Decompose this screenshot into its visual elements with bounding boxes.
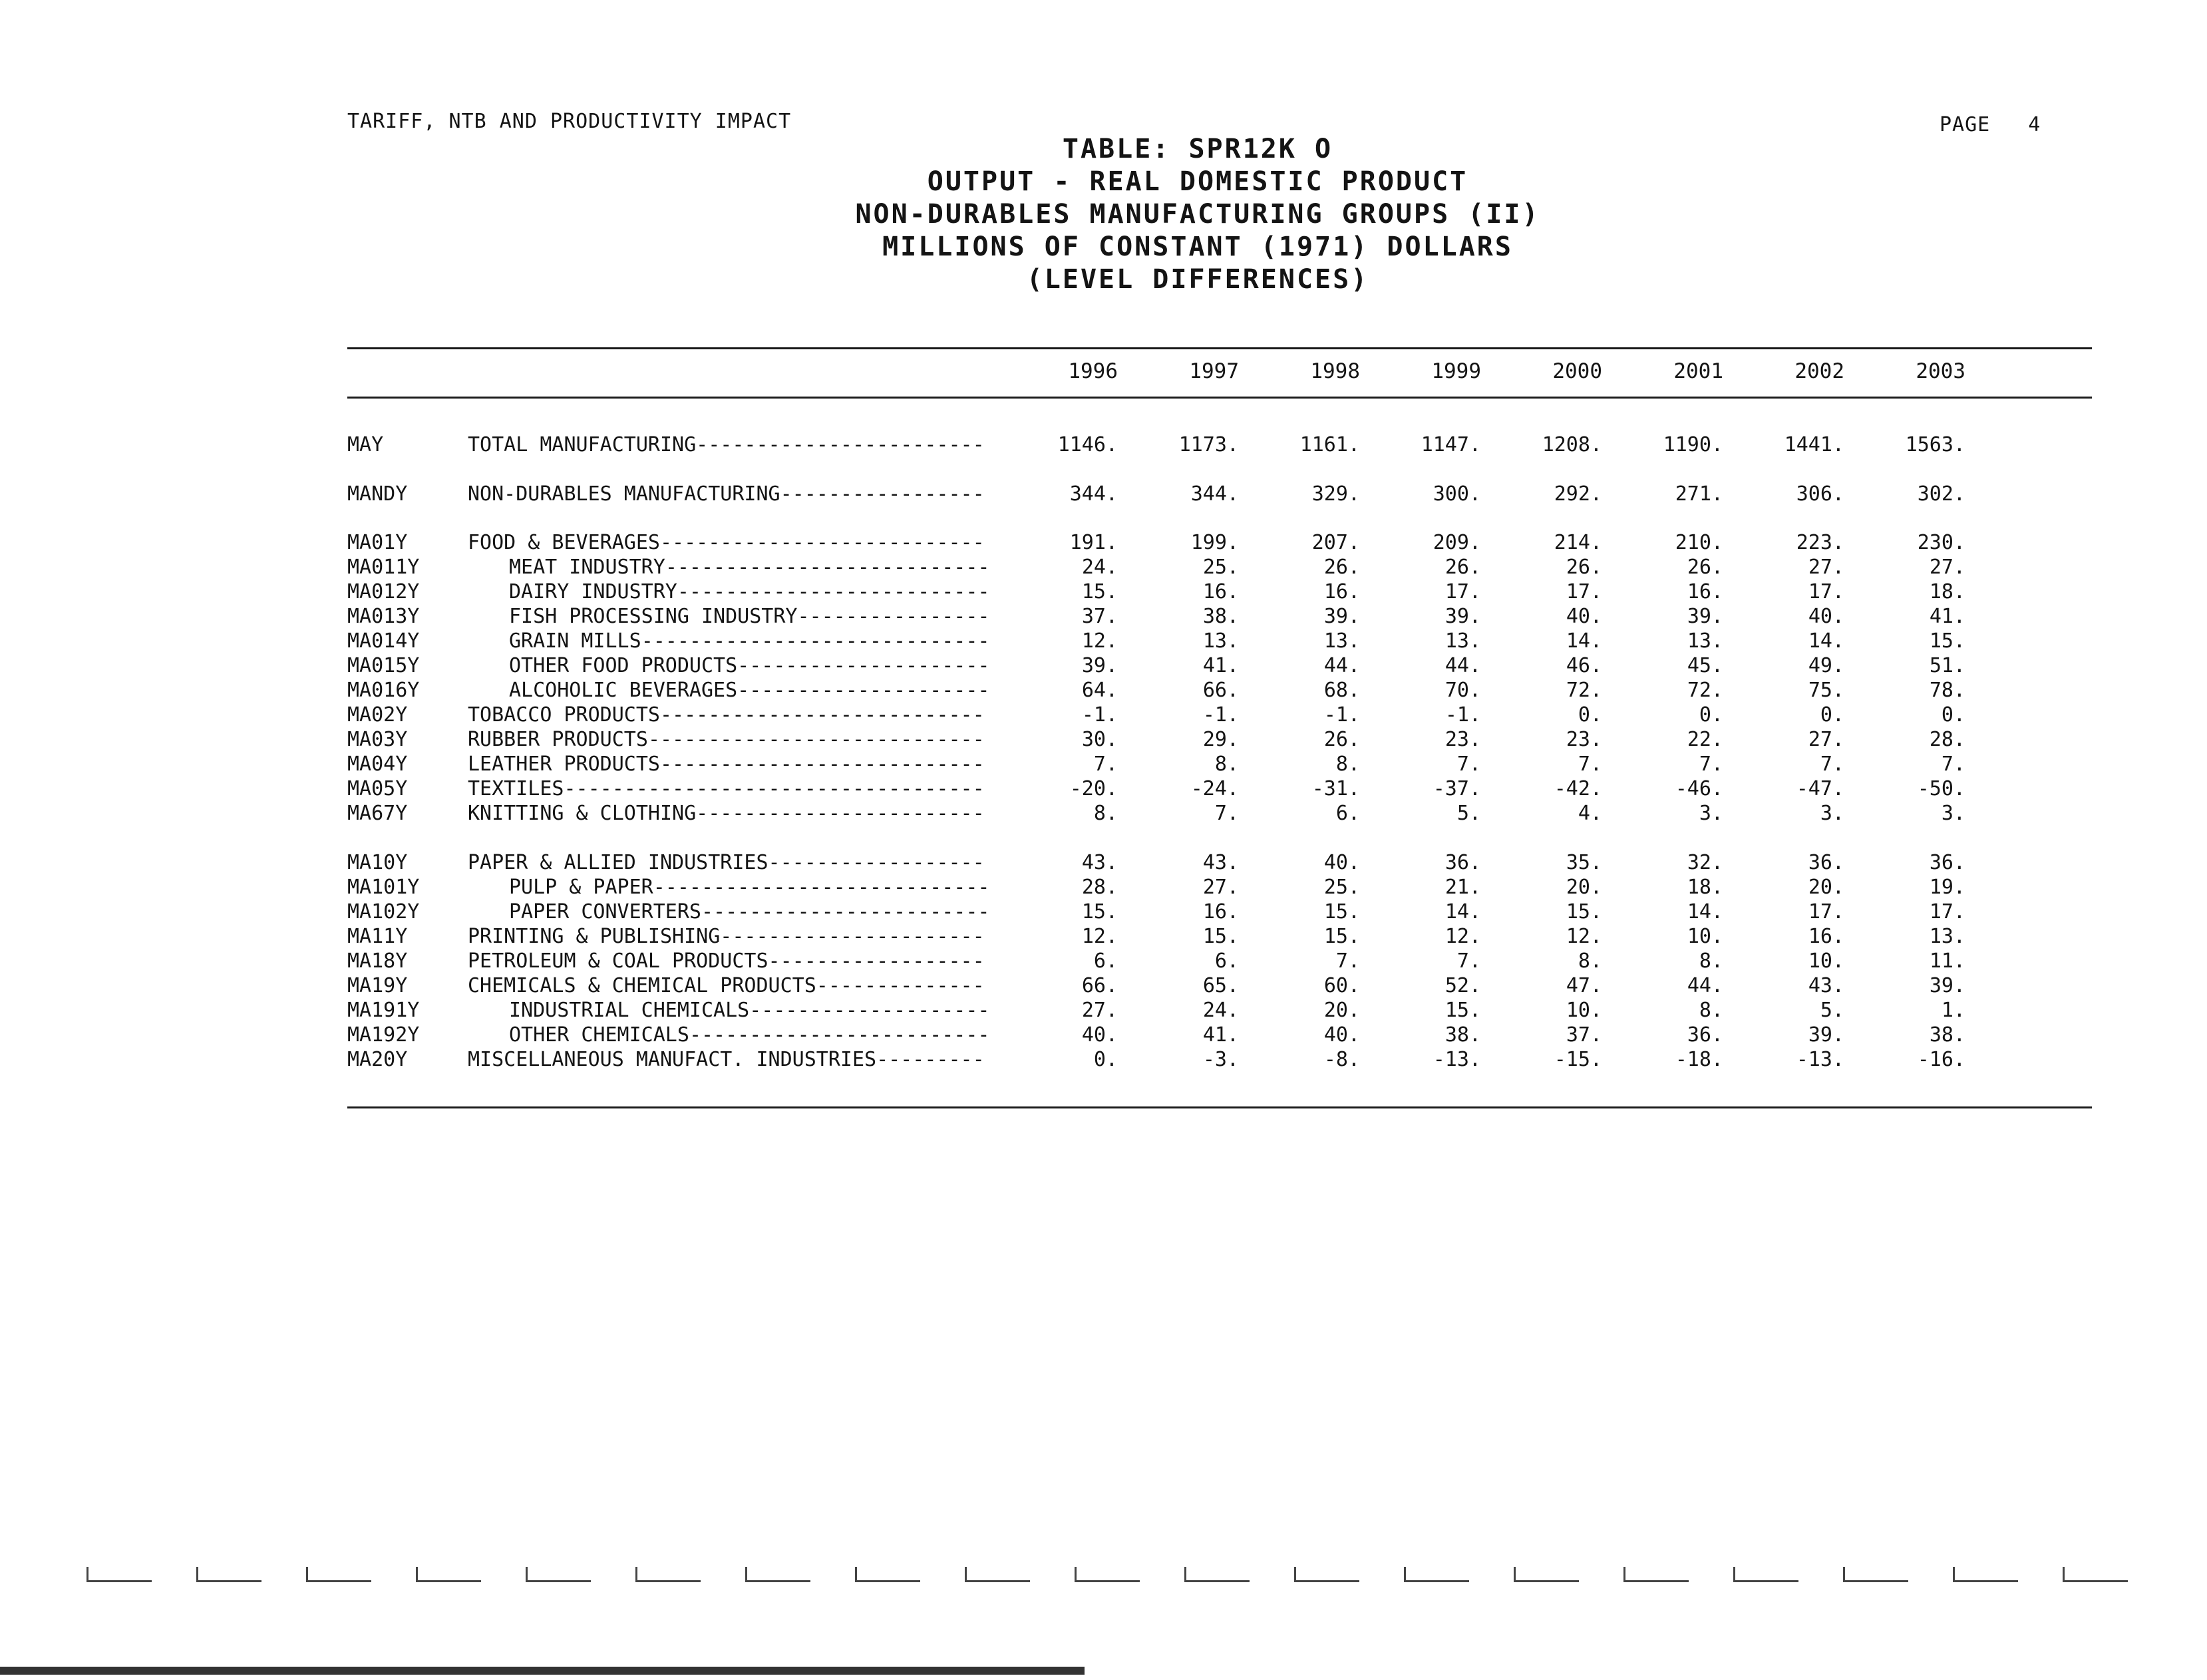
table-row — [0, 654, 2207, 678]
row-label: PAPER & ALLIED INDUSTRIES ----- — [468, 851, 987, 874]
cell-value: 199. — [1190, 531, 1239, 554]
bottom-rule — [347, 1106, 2092, 1108]
cell-value: -24. — [1190, 777, 1239, 800]
cell-value: -37. — [1433, 777, 1481, 800]
row-label: TOTAL MANUFACTURING ----- — [468, 433, 987, 456]
perforation-mark — [1953, 1567, 2018, 1582]
cell-value: 41. — [1929, 605, 1965, 628]
table-subtitle-4: (LEVEL DIFFERENCES) — [1026, 264, 1369, 295]
cell-value: 14. — [1566, 629, 1602, 653]
cell-value: 43. — [1808, 974, 1844, 997]
cell-value: -1. — [1202, 703, 1239, 727]
row-code: MAY — [347, 433, 384, 456]
table-row — [0, 433, 2207, 457]
row-code: MA67Y — [347, 802, 408, 825]
row-label: MISCELLANEOUS MANUFACT. INDUSTRIES ----- — [468, 1048, 987, 1071]
cell-value: 7. — [1578, 753, 1602, 776]
cell-value: 17. — [1808, 900, 1844, 924]
perforation-mark — [1843, 1567, 1908, 1582]
cell-value: 3. — [1820, 802, 1844, 825]
perforation-mark — [1404, 1567, 1469, 1582]
row-label: OTHER FOOD PRODUCTS ----- — [509, 654, 987, 677]
cell-value: 8. — [1335, 753, 1360, 776]
table-row — [0, 900, 2207, 924]
cell-value: 7. — [1214, 802, 1239, 825]
cell-value: 7. — [1456, 949, 1481, 973]
cell-value: 210. — [1675, 531, 1723, 554]
row-code: MANDY — [347, 482, 408, 506]
cell-value: 39. — [1808, 1023, 1844, 1047]
row-code: MA011Y — [347, 556, 420, 579]
cell-value: 39. — [1444, 605, 1481, 628]
table-row — [0, 531, 2207, 555]
row-code: MA101Y — [347, 876, 420, 899]
cell-value: 292. — [1554, 482, 1602, 506]
cell-value: 27. — [1808, 728, 1844, 751]
cell-value: -50. — [1917, 777, 1965, 800]
cell-value: 39. — [1929, 974, 1965, 997]
table-row — [0, 580, 2207, 604]
cell-value: 24. — [1202, 999, 1239, 1022]
table-row — [0, 728, 2207, 752]
row-label: ALCOHOLIC BEVERAGES ----- — [509, 679, 987, 702]
perforation-mark — [1514, 1567, 1579, 1582]
row-label: PAPER CONVERTERS ----- — [509, 900, 987, 924]
table-title-block — [665, 133, 1730, 296]
cell-value: 8. — [1578, 949, 1602, 973]
row-label: DAIRY INDUSTRY ----- — [509, 580, 987, 603]
cell-value: 1146. — [1057, 433, 1118, 456]
perforation-mark — [2063, 1567, 2128, 1582]
cell-value: 13. — [1323, 629, 1360, 653]
cell-value: 1161. — [1299, 433, 1360, 456]
row-code: MA11Y — [347, 925, 408, 948]
perforation-mark — [86, 1567, 152, 1582]
cell-value: 8. — [1699, 999, 1723, 1022]
cell-value: 45. — [1687, 654, 1723, 677]
row-label: CHEMICALS & CHEMICAL PRODUCTS ----- — [468, 974, 987, 997]
cell-value: 15. — [1323, 925, 1360, 948]
table-subtitle-3: MILLIONS OF CONSTANT (1971) DOLLARS — [882, 232, 1513, 262]
cell-value: -1. — [1081, 703, 1118, 727]
row-code: MA191Y — [347, 999, 420, 1022]
cell-value: -20. — [1069, 777, 1118, 800]
cell-value: 40. — [1566, 605, 1602, 628]
cell-value: 191. — [1069, 531, 1118, 554]
cell-value: 32. — [1687, 851, 1723, 874]
perforation-mark — [635, 1567, 701, 1582]
cell-value: 66. — [1202, 679, 1239, 702]
row-label: NON-DURABLES MANUFACTURING ----- — [468, 482, 987, 506]
cell-value: 38. — [1444, 1023, 1481, 1047]
report-header-left: TARIFF, NTB AND PRODUCTIVITY IMPACT — [347, 110, 792, 133]
cell-value: 43. — [1202, 851, 1239, 874]
cell-value: -13. — [1796, 1048, 1844, 1071]
year-header: 1996 — [1068, 359, 1118, 383]
table-row — [0, 949, 2207, 973]
cell-value: 17. — [1929, 900, 1965, 924]
cell-value: 0. — [1941, 703, 1965, 727]
cell-value: 10. — [1808, 949, 1844, 973]
cell-value: 21. — [1444, 876, 1481, 899]
cell-value: 40. — [1081, 1023, 1118, 1047]
cell-value: 214. — [1554, 531, 1602, 554]
cell-value: 43. — [1081, 851, 1118, 874]
cell-value: 39. — [1081, 654, 1118, 677]
cell-value: 302. — [1917, 482, 1965, 506]
cell-value: 344. — [1190, 482, 1239, 506]
perforation-mark — [1075, 1567, 1140, 1582]
cell-value: 11. — [1929, 949, 1965, 973]
cell-value: 40. — [1323, 851, 1360, 874]
cell-value: -1. — [1323, 703, 1360, 727]
row-code: MA012Y — [347, 580, 420, 603]
year-header: 2002 — [1794, 359, 1844, 383]
cell-value: 13. — [1202, 629, 1239, 653]
cell-value: -18. — [1675, 1048, 1723, 1071]
cell-value: 78. — [1929, 679, 1965, 702]
table-row — [0, 925, 2207, 949]
cell-value: 20. — [1323, 999, 1360, 1022]
cell-value: 44. — [1323, 654, 1360, 677]
cell-value: 0. — [1820, 703, 1844, 727]
cell-value: 13. — [1444, 629, 1481, 653]
cell-value: 29. — [1202, 728, 1239, 751]
cell-value: 271. — [1675, 482, 1723, 506]
cell-value: 18. — [1929, 580, 1965, 603]
cell-value: 3. — [1699, 802, 1723, 825]
cell-value: 15. — [1202, 925, 1239, 948]
row-code: MA10Y — [347, 851, 408, 874]
cell-value: 12. — [1081, 629, 1118, 653]
cell-value: 38. — [1202, 605, 1239, 628]
perforation-mark — [526, 1567, 591, 1582]
row-label: PETROLEUM & COAL PRODUCTS ----- — [468, 949, 987, 973]
year-header: 1999 — [1431, 359, 1481, 383]
cell-value: 65. — [1202, 974, 1239, 997]
row-code: MA20Y — [347, 1048, 408, 1071]
cell-value: 300. — [1433, 482, 1481, 506]
row-label: OTHER CHEMICALS ----- — [509, 1023, 987, 1047]
table-subtitle-1: OUTPUT - REAL DOMESTIC PRODUCT — [927, 166, 1468, 197]
table-row — [0, 629, 2207, 653]
row-label: PRINTING & PUBLISHING ----- — [468, 925, 987, 948]
cell-value: 6. — [1093, 949, 1118, 973]
cell-value: 47. — [1566, 974, 1602, 997]
cell-value: -15. — [1554, 1048, 1602, 1071]
table-row — [0, 679, 2207, 703]
cell-value: -47. — [1796, 777, 1844, 800]
form-feed-marks — [86, 1567, 2149, 1600]
row-code: MA016Y — [347, 679, 420, 702]
row-code: MA03Y — [347, 728, 408, 751]
cell-value: -42. — [1554, 777, 1602, 800]
row-code: MA04Y — [347, 753, 408, 776]
cell-value: 209. — [1433, 531, 1481, 554]
cell-value: 16. — [1323, 580, 1360, 603]
cell-value: 10. — [1687, 925, 1723, 948]
cell-value: 4. — [1578, 802, 1602, 825]
table-row — [0, 605, 2207, 629]
year-header: 2001 — [1673, 359, 1723, 383]
scan-edge — [0, 1667, 1085, 1675]
cell-value: 70. — [1444, 679, 1481, 702]
cell-value: 6. — [1214, 949, 1239, 973]
table-row — [0, 1023, 2207, 1047]
cell-value: -31. — [1311, 777, 1360, 800]
cell-value: 16. — [1202, 580, 1239, 603]
year-header-row — [0, 359, 2207, 386]
cell-value: 17. — [1808, 580, 1844, 603]
cell-value: 15. — [1929, 629, 1965, 653]
row-label: LEATHER PRODUCTS ----- — [468, 753, 987, 776]
cell-value: 230. — [1917, 531, 1965, 554]
row-code: MA05Y — [347, 777, 408, 800]
cell-value: 39. — [1323, 605, 1360, 628]
cell-value: 22. — [1687, 728, 1723, 751]
row-label: MEAT INDUSTRY ----- — [509, 556, 987, 579]
row-code: MA01Y — [347, 531, 408, 554]
row-label: KNITTING & CLOTHING ----- — [468, 802, 987, 825]
cell-value: 0. — [1578, 703, 1602, 727]
table-title: TABLE: SPR12K O — [1062, 134, 1333, 164]
cell-value: 14. — [1687, 900, 1723, 924]
cell-value: 44. — [1687, 974, 1723, 997]
perforation-mark — [196, 1567, 261, 1582]
table-row — [0, 1048, 2207, 1072]
cell-value: 15. — [1566, 900, 1602, 924]
cell-value: 0. — [1699, 703, 1723, 727]
cell-value: 17. — [1444, 580, 1481, 603]
cell-value: 1. — [1941, 999, 1965, 1022]
cell-value: 16. — [1687, 580, 1723, 603]
cell-value: 1173. — [1178, 433, 1239, 456]
top-rule — [347, 347, 2092, 349]
row-label: FOOD & BEVERAGES ----- — [468, 531, 987, 554]
cell-value: 75. — [1808, 679, 1844, 702]
cell-value: 27. — [1808, 556, 1844, 579]
year-header: 1998 — [1310, 359, 1360, 383]
cell-value: 51. — [1929, 654, 1965, 677]
page-number: PAGE 4 — [1940, 113, 2041, 136]
cell-value: 44. — [1444, 654, 1481, 677]
row-code: MA02Y — [347, 703, 408, 727]
row-label: TOBACCO PRODUCTS ----- — [468, 703, 987, 727]
year-header: 1997 — [1189, 359, 1239, 383]
perforation-mark — [965, 1567, 1030, 1582]
row-code: MA015Y — [347, 654, 420, 677]
cell-value: 26. — [1566, 556, 1602, 579]
cell-value: 1190. — [1663, 433, 1723, 456]
perforation-mark — [1733, 1567, 1798, 1582]
cell-value: 344. — [1069, 482, 1118, 506]
cell-value: 26. — [1323, 728, 1360, 751]
cell-value: 72. — [1566, 679, 1602, 702]
cell-value: 13. — [1687, 629, 1723, 653]
table-row — [0, 802, 2207, 826]
cell-value: 8. — [1093, 802, 1118, 825]
cell-value: 30. — [1081, 728, 1118, 751]
cell-value: 17. — [1566, 580, 1602, 603]
row-label: PULP & PAPER ----- — [509, 876, 987, 899]
row-label: FISH PROCESSING INDUSTRY ----- — [509, 605, 987, 628]
table-row — [0, 974, 2207, 998]
table-row — [0, 753, 2207, 776]
row-code: MA192Y — [347, 1023, 420, 1047]
cell-value: 0. — [1093, 1048, 1118, 1071]
row-label: INDUSTRIAL CHEMICALS ----- — [509, 999, 987, 1022]
cell-value: 13. — [1929, 925, 1965, 948]
perforation-mark — [1184, 1567, 1250, 1582]
cell-value: 6. — [1335, 802, 1360, 825]
cell-value: 7. — [1941, 753, 1965, 776]
cell-value: 26. — [1687, 556, 1723, 579]
cell-value: 1441. — [1784, 433, 1844, 456]
table-row — [0, 482, 2207, 506]
row-code: MA013Y — [347, 605, 420, 628]
cell-value: 60. — [1323, 974, 1360, 997]
cell-value: 49. — [1808, 654, 1844, 677]
cell-value: 41. — [1202, 1023, 1239, 1047]
cell-value: 40. — [1323, 1023, 1360, 1047]
perforation-mark — [1294, 1567, 1359, 1582]
cell-value: 7. — [1093, 753, 1118, 776]
table-row — [0, 703, 2207, 727]
cell-value: 14. — [1808, 629, 1844, 653]
cell-value: 329. — [1311, 482, 1360, 506]
cell-value: -16. — [1917, 1048, 1965, 1071]
header-rule — [347, 397, 2092, 399]
year-header: 2003 — [1916, 359, 1965, 383]
cell-value: 68. — [1323, 679, 1360, 702]
perforation-mark — [745, 1567, 810, 1582]
cell-value: 10. — [1566, 999, 1602, 1022]
cell-value: 3. — [1941, 802, 1965, 825]
cell-value: 26. — [1323, 556, 1360, 579]
cell-value: 20. — [1566, 876, 1602, 899]
cell-value: 12. — [1444, 925, 1481, 948]
cell-value: 28. — [1081, 876, 1118, 899]
cell-value: 39. — [1687, 605, 1723, 628]
cell-value: 14. — [1444, 900, 1481, 924]
perforation-mark — [306, 1567, 371, 1582]
cell-value: 64. — [1081, 679, 1118, 702]
cell-value: 23. — [1566, 728, 1602, 751]
cell-value: -3. — [1202, 1048, 1239, 1071]
cell-value: -46. — [1675, 777, 1723, 800]
cell-value: 223. — [1796, 531, 1844, 554]
cell-value: 16. — [1808, 925, 1844, 948]
cell-value: 72. — [1687, 679, 1723, 702]
table-row — [0, 851, 2207, 875]
perforation-mark — [855, 1567, 920, 1582]
cell-value: 12. — [1566, 925, 1602, 948]
cell-value: 1563. — [1905, 433, 1965, 456]
cell-value: 7. — [1456, 753, 1481, 776]
cell-value: 40. — [1808, 605, 1844, 628]
cell-value: 7. — [1335, 949, 1360, 973]
cell-value: 207. — [1311, 531, 1360, 554]
cell-value: 18. — [1687, 876, 1723, 899]
cell-value: 25. — [1202, 556, 1239, 579]
cell-value: 20. — [1808, 876, 1844, 899]
cell-value: -13. — [1433, 1048, 1481, 1071]
cell-value: 28. — [1929, 728, 1965, 751]
cell-value: 8. — [1699, 949, 1723, 973]
row-code: MA19Y — [347, 974, 408, 997]
cell-value: 26. — [1444, 556, 1481, 579]
cell-value: 38. — [1929, 1023, 1965, 1047]
cell-value: 1147. — [1421, 433, 1481, 456]
cell-value: 27. — [1202, 876, 1239, 899]
cell-value: 5. — [1820, 999, 1844, 1022]
cell-value: 306. — [1796, 482, 1844, 506]
table-row — [0, 777, 2207, 801]
perforation-mark — [416, 1567, 481, 1582]
row-label: TEXTILES ----- — [468, 777, 987, 800]
year-header: 2000 — [1552, 359, 1602, 383]
cell-value: 24. — [1081, 556, 1118, 579]
cell-value: 36. — [1687, 1023, 1723, 1047]
cell-value: 36. — [1444, 851, 1481, 874]
row-code: MA18Y — [347, 949, 408, 973]
cell-value: 8. — [1214, 753, 1239, 776]
cell-value: 27. — [1929, 556, 1965, 579]
cell-value: 7. — [1820, 753, 1844, 776]
cell-value: 35. — [1566, 851, 1602, 874]
cell-value: 36. — [1808, 851, 1844, 874]
cell-value: -1. — [1444, 703, 1481, 727]
cell-value: 15. — [1081, 580, 1118, 603]
cell-value: 7. — [1699, 753, 1723, 776]
cell-value: 15. — [1444, 999, 1481, 1022]
cell-value: 5. — [1456, 802, 1481, 825]
cell-value: 36. — [1929, 851, 1965, 874]
perforation-mark — [1623, 1567, 1689, 1582]
table-subtitle-2: NON-DURABLES MANUFACTURING GROUPS (II) — [855, 199, 1540, 230]
cell-value: 19. — [1929, 876, 1965, 899]
cell-value: 25. — [1323, 876, 1360, 899]
cell-value: 66. — [1081, 974, 1118, 997]
cell-value: 15. — [1081, 900, 1118, 924]
table-row — [0, 999, 2207, 1023]
row-code: MA014Y — [347, 629, 420, 653]
table-row — [0, 876, 2207, 900]
row-code: MA102Y — [347, 900, 420, 924]
cell-value: 12. — [1081, 925, 1118, 948]
cell-value: 1208. — [1542, 433, 1602, 456]
cell-value: 41. — [1202, 654, 1239, 677]
cell-value: 37. — [1566, 1023, 1602, 1047]
row-label: RUBBER PRODUCTS ----- — [468, 728, 987, 751]
cell-value: 27. — [1081, 999, 1118, 1022]
cell-value: 15. — [1323, 900, 1360, 924]
row-label: GRAIN MILLS ----- — [509, 629, 987, 653]
cell-value: -8. — [1323, 1048, 1360, 1071]
cell-value: 37. — [1081, 605, 1118, 628]
cell-value: 23. — [1444, 728, 1481, 751]
table-row — [0, 556, 2207, 580]
cell-value: 16. — [1202, 900, 1239, 924]
cell-value: 52. — [1444, 974, 1481, 997]
cell-value: 46. — [1566, 654, 1602, 677]
